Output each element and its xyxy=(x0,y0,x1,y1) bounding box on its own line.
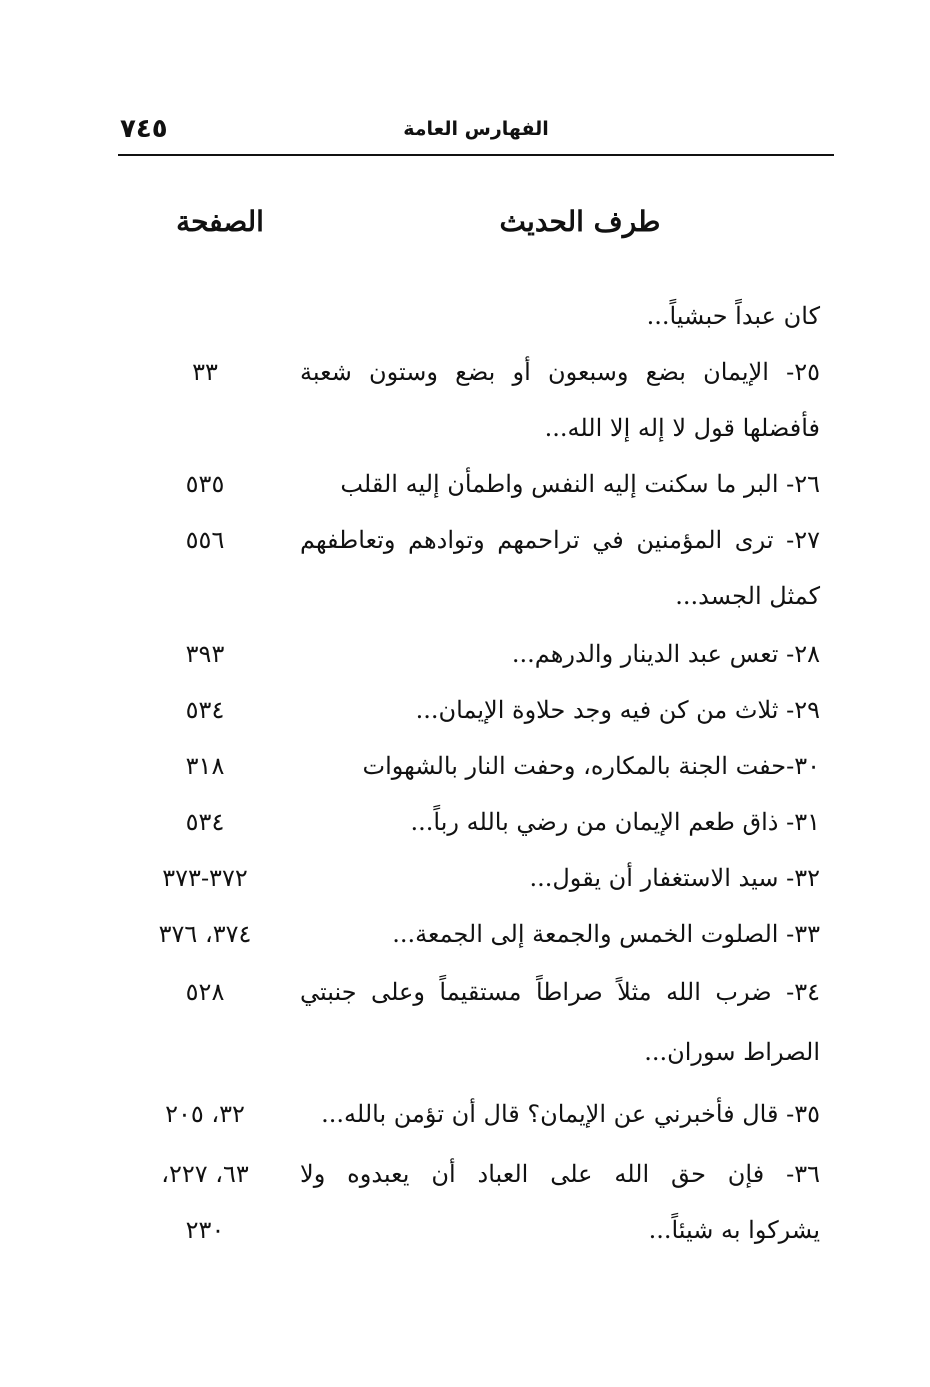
hadith-text: ٣٦- فإن حق الله على العباد أن يعبدوه ولا xyxy=(300,1160,820,1188)
page-reference: ٥٣٤ xyxy=(185,696,225,724)
page-reference: ٣١٨ xyxy=(185,752,225,780)
index-line xyxy=(130,912,820,956)
page-reference: ٣٧٤، ٣٧٦ xyxy=(158,920,252,948)
index-line xyxy=(130,1208,820,1252)
hadith-text: ٣١- ذاق طعم الإيمان من رضي بالله رباً... xyxy=(410,808,820,836)
page-reference: ٣٣ xyxy=(192,358,218,386)
hadith-text: ٣٥- قال فأخبرني عن الإيمان؟ قال أن تؤمن بالله... xyxy=(321,1100,820,1128)
index-line xyxy=(130,970,820,1014)
index-line xyxy=(130,744,820,788)
hadith-text: فأفضلها قول لا إله إلا الله... xyxy=(544,414,820,442)
index-line xyxy=(130,518,820,562)
hadith-text: ٢٩- ثلاث من كن فيه وجد حلاوة الإيمان... xyxy=(415,696,820,724)
index-line xyxy=(130,632,820,676)
hadith-column-heading: طرف الحديث xyxy=(499,205,661,238)
hadith-text: يشركوا به شيئاً... xyxy=(648,1216,820,1244)
running-header xyxy=(118,108,834,156)
page-column-heading: الصفحة xyxy=(176,205,264,238)
index-line xyxy=(130,574,820,618)
page-reference: ٣٩٣ xyxy=(185,640,225,668)
hadith-text: ٣٣- الصلوت الخمس والجمعة إلى الجمعة... xyxy=(392,920,820,948)
hadith-text: ٣٢- سيد الاستغفار أن يقول... xyxy=(529,864,820,892)
index-line xyxy=(130,800,820,844)
hadith-text: ٢٦- البر ما سكنت إليه النفس واطمأن إليه القلب xyxy=(340,470,820,498)
page-reference: ٦٣، ٢٢٧، xyxy=(161,1160,249,1188)
index-line xyxy=(130,1092,820,1136)
index-line xyxy=(130,688,820,732)
page-reference: ٣٧٢-٣٧٣ xyxy=(162,864,248,892)
index-line xyxy=(130,350,820,394)
index-line xyxy=(130,462,820,506)
index-line xyxy=(130,1030,820,1074)
hadith-text: كمثل الجسد... xyxy=(675,582,820,610)
hadith-text: الصراط سوران... xyxy=(644,1038,820,1066)
hadith-text: ٣٤- ضرب الله مثلاً صراطاً مستقيماً وعلى جنبتي xyxy=(300,978,820,1006)
index-line xyxy=(130,1152,820,1196)
page-reference: ٥٣٥ xyxy=(185,470,225,498)
page-reference: ٣٢، ٢٠٥ xyxy=(165,1100,245,1128)
page-reference: ٥٥٦ xyxy=(185,526,225,554)
page-reference: ٥٢٨ xyxy=(185,978,225,1006)
page-reference: ٥٣٤ xyxy=(185,808,225,836)
hadith-text: ٢٥- الإيمان بضع وسبعون أو بضع وستون شعبة xyxy=(300,358,820,386)
hadith-text: ٢٨- تعس عبد الدينار والدرهم... xyxy=(511,640,820,668)
page-number: ٧٤٥ xyxy=(120,114,168,144)
index-line xyxy=(130,856,820,900)
index-line xyxy=(130,406,820,450)
page-reference: ٢٣٠ xyxy=(185,1216,225,1244)
hadith-text: ٣٠-حفت الجنة بالمكاره، وحفت النار بالشهوات xyxy=(362,752,820,780)
section-title: الفهارس العامة xyxy=(403,118,549,140)
hadith-text: كان عبداً حبشياً... xyxy=(646,302,820,330)
hadith-text: ٢٧- ترى المؤمنين في تراحمهم وتوادهم وتعاطفهم xyxy=(300,526,820,554)
index-line xyxy=(130,294,820,338)
